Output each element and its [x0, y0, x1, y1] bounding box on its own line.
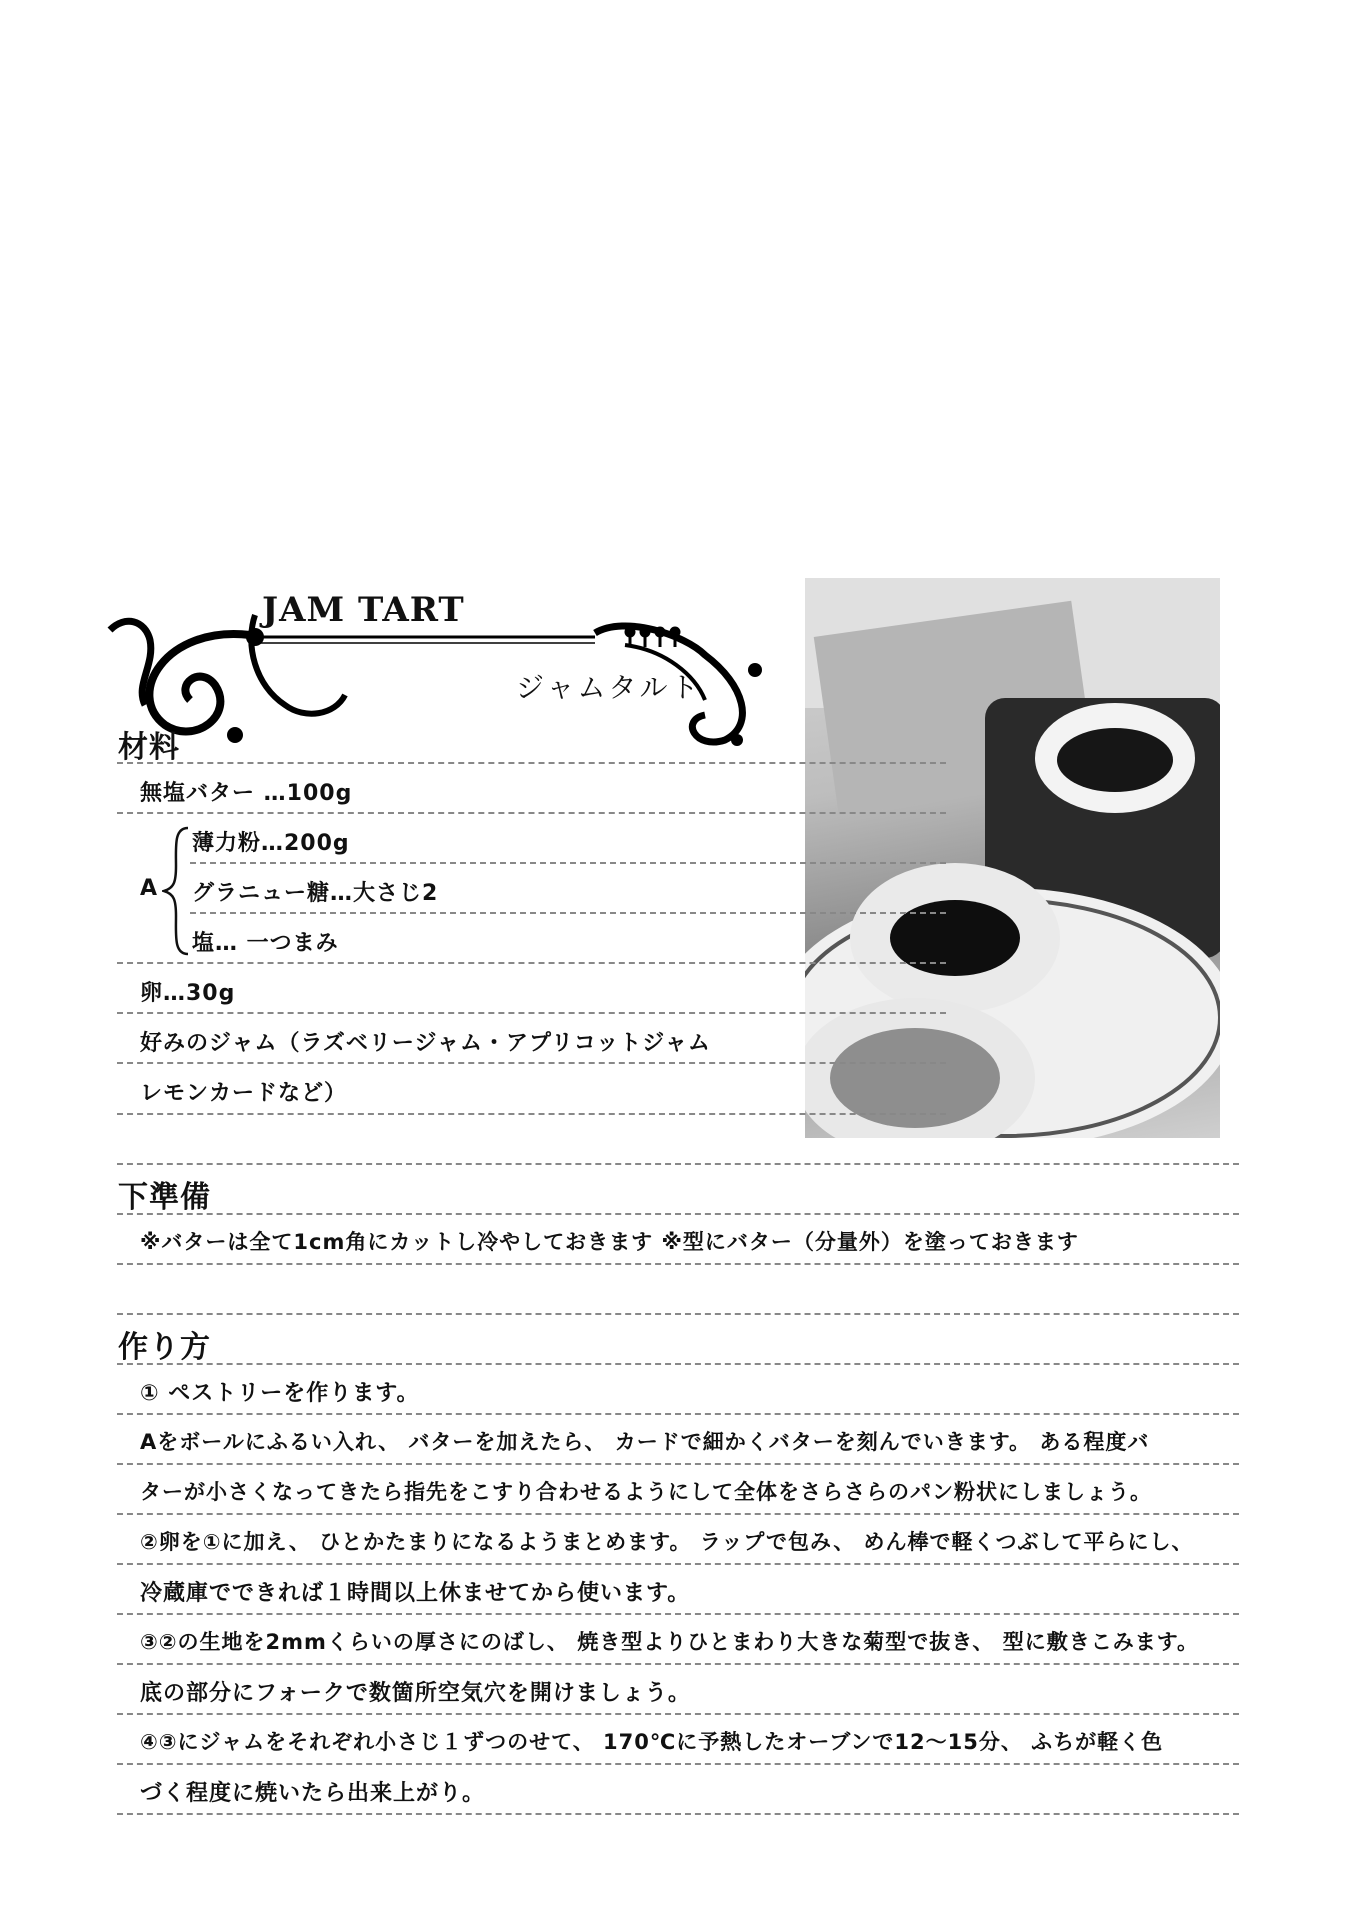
method-line: 冷蔵庫でできれば１時間以上休ませてから使います。: [140, 1581, 691, 1606]
method-heading: 作り方: [118, 1330, 211, 1365]
ingredient-group-label: A: [140, 876, 159, 901]
method-line: づく程度に焼いたら出来上がり。: [140, 1781, 486, 1806]
divider: [117, 962, 946, 964]
divider: [190, 912, 946, 914]
divider: [117, 1713, 1239, 1715]
divider: [190, 862, 946, 864]
method-line: Aをボールにふるい入れ、 バターを加えたら、 カードで細かくバターを刻んでいきます。 ある程度バ: [140, 1430, 1150, 1454]
divider: [117, 762, 946, 764]
divider: [117, 812, 946, 814]
divider: [117, 1463, 1239, 1465]
divider: [117, 1113, 946, 1115]
group-brace: [162, 826, 192, 956]
method-line: ③②の生地を2mmくらいの厚さにのばし、 焼き型よりひとまわり大きな菊型で抜き、 型に敷きこみます。: [140, 1630, 1200, 1654]
prep-text: ※バターは全て1cm角にカットし冷やしておきます ※型にバター（分量外）を塗っておきます: [140, 1230, 1079, 1254]
divider: [117, 1213, 1239, 1215]
title-english: JAM TART: [262, 590, 465, 630]
divider: [117, 1763, 1239, 1765]
title-japanese: ジャムタルト: [516, 671, 702, 704]
divider: [117, 1163, 1239, 1165]
divider: [117, 1012, 946, 1014]
method-line: ②卵を①に加え、 ひとかたまりになるようまとめます。 ラップで包み、 めん棒で軽くつぶして平らにし、: [140, 1530, 1194, 1554]
ingredient-salt: 塩… 一つまみ: [192, 931, 339, 956]
ingredient-egg: 卵…30g: [140, 981, 236, 1006]
jam-tart-photo: [805, 578, 1220, 1138]
divider: [117, 1413, 1239, 1415]
divider: [117, 1263, 1239, 1265]
divider: [117, 1363, 1239, 1365]
ingredient-flour: 薄力粉…200g: [192, 831, 350, 856]
divider: [117, 1663, 1239, 1665]
divider: [117, 1613, 1239, 1615]
method-line: ④③にジャムをそれぞれ小さじ１ずつのせて、 170℃に予熱したオーブンで12～15分、 ふちが軽く色: [140, 1730, 1164, 1754]
divider: [117, 1813, 1239, 1815]
divider: [117, 1313, 1239, 1315]
method-line: 底の部分にフォークで数箇所空気穴を開けましょう。: [140, 1681, 691, 1706]
ingredient-jam-line2: レモンカードなど）: [140, 1081, 348, 1106]
ingredient-sugar: グラニュー糖…大さじ2: [192, 881, 439, 906]
method-line: ① ペストリーを作ります。: [140, 1381, 420, 1406]
divider: [117, 1563, 1239, 1565]
ingredients-heading: 材料: [118, 730, 180, 765]
divider: [117, 1513, 1239, 1515]
ingredient-jam-line1: 好みのジャム（ラズベリージャム・アプリコットジャム: [140, 1031, 711, 1056]
method-line: ターが小さくなってきたら指先をこすり合わせるようにして全体をさらさらのパン粉状にしましょう。: [140, 1480, 1152, 1504]
divider: [117, 1062, 946, 1064]
ingredient-butter: 無塩バター …100g: [140, 781, 353, 806]
prep-heading: 下準備: [118, 1180, 211, 1215]
